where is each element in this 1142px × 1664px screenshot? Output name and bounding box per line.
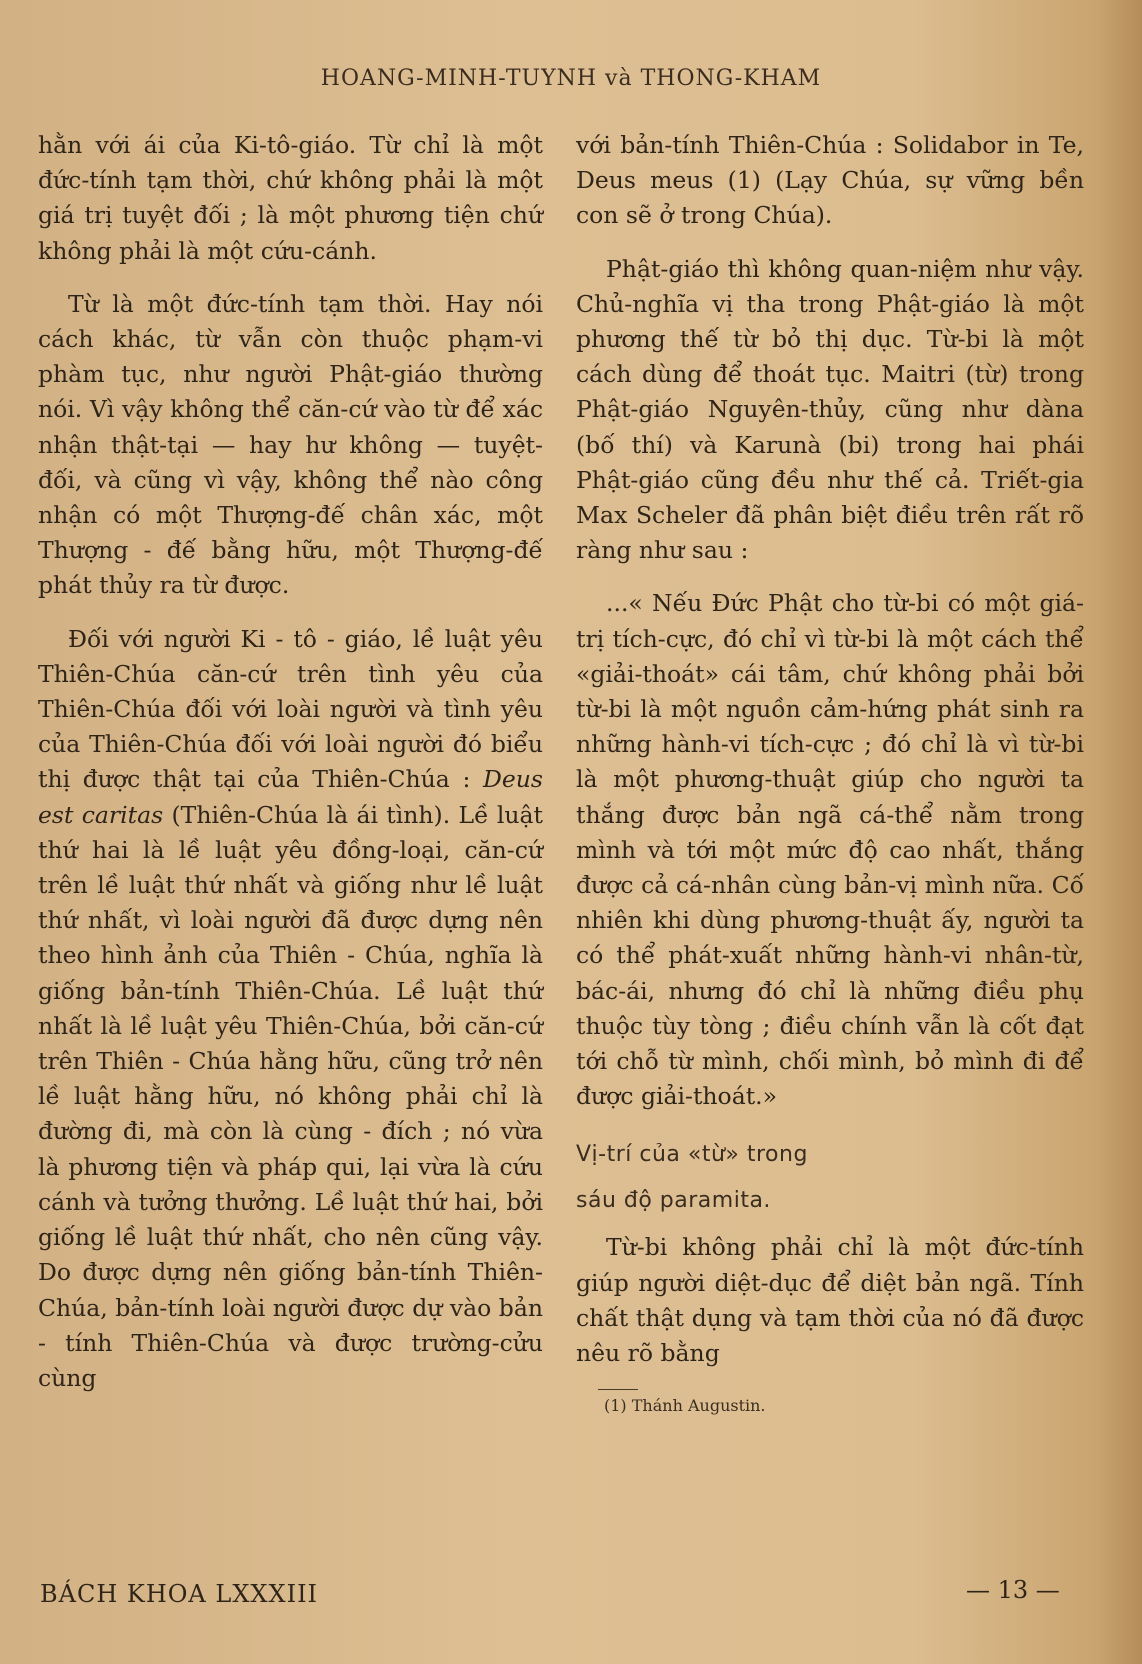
footnote: (1) Thánh Augustin.: [604, 1396, 766, 1416]
publication-name: BÁCH KHOA LXXXIII: [40, 1580, 319, 1608]
paragraph: hằn với ái của Ki-tô-giáo. Từ chỉ là một đức-tính tạm thời, chứ không phải là một giá trị tuyệt đối ; là một phương tiện chứ không phải là một cứu-cánh.: [38, 131, 543, 265]
section-heading-line: sáu độ paramita.: [576, 1188, 771, 1214]
latin-quote: Deus est caritas: [38, 765, 543, 829]
page-number: — 13 —: [966, 1576, 1060, 1604]
paragraph: với bản-tính Thiên-Chúa : Solidabor in Te, Deus meus (1) (Lạy Chúa, sự vững bền con sẽ ở trong Chúa).: [576, 131, 1084, 230]
section-heading: [576, 1132, 1084, 1224]
section-heading-line: Vị-trí của «từ» trong: [576, 1142, 808, 1168]
paragraph: [38, 622, 543, 1396]
right-column: [576, 128, 1084, 1418]
paragraph: Phật-giáo thì không quan-niệm như vậy. Chủ-nghĩa vị tha trong Phật-giáo là một phương thế từ bỏ thị dục. Từ-bi là một cách dùng để thoát tục. Maitri (từ) trong Phật-giáo Nguyên-thủy, cũng như dàna (bố thí) và Karunà (bi) trong hai phái Phật-giáo cũng đều như thế cả. Triết-gia Max Scheler đã phân biệt điều trên rất rõ ràng như sau :: [576, 254, 1084, 565]
text-run: Đối với người Ki - tô - giáo, lề luật yêu Thiên-Chúa căn-cứ trên tình yêu của Thiên-Chúa đối với loài người và tình yêu của Thiên-Chúa đối với loài người đó biểu thị được thật tại của Thiên-Chúa :: [38, 624, 543, 794]
paragraph: Từ là một đức-tính tạm thời. Hay nói cách khác, từ vẫn còn thuộc phạm-vi phàm tục, như người Phật-giáo thường nói. Vì vậy không thể căn-cứ vào từ để xác nhận thật-tại — hay hư không — tuyệt-đối, và cũng vì vậy, không thể nào công nhận có một Thượng-đế chân xác, một Thượng - đế bằng hữu, một Thượng-đế phát thủy ra từ được.: [38, 289, 543, 600]
footnote-rule: [598, 1389, 638, 1390]
running-header: HOANG-MINH-TUYNH và THONG-KHAM: [320, 66, 822, 91]
text-run: (Thiên-Chúa là ái tình). Lề luật thứ hai là lề luật yêu đồng-loại, căn-cứ trên lề luật thứ nhất và giống như lề luật thứ nhất, vì loài người đã được dựng nên theo hình ảnh của Thiên - Chúa, nghĩa là giống bản-tính Thiên-Chúa. Lề luật thứ nhất là lề luật yêu Thiên-Chúa, bởi căn-cứ trên Thiên - Chúa hằng hữu, cũng trở nên lề luật hằng hữu, nó không phải chỉ là đường đi, mà còn là cùng - đích ; nó vừa là phương tiện và pháp qui, lại vừa là cứu cánh và tưởng thưởng. Lề luật thứ hai, bởi giống lề luật thứ nhất, cho nên cũng vậy. Do được dựng nên giống bản-tính Thiên-Chúa, bản-tính loài người được dự vào bản - tính Thiên-Chúa và được trường-cửu cùng: [38, 800, 543, 1392]
paragraph: Từ-bi không phải chỉ là một đức-tính giúp người diệt-dục để diệt bản ngã. Tính chất thật dụng và tạm thời của nó đã được nêu rõ bằng: [576, 1233, 1084, 1368]
left-column: [38, 128, 543, 1414]
block-quote: ...« Nếu Đức Phật cho từ-bi có một giá-trị tích-cực, đó chỉ vì từ-bi là một cách thể «giải-thoát» cái tâm, chứ không phải bởi từ-bi là một nguồn cảm-hứng phát sinh ra những hành-vi tích-cực ; đó chỉ là vì từ-bi là một phương-thuật giúp cho người ta thắng được bản ngã cá-thể nằm trong mình và tới một mức độ cao nhất, thắng được cả cá-nhân cùng bản-vị mình nữa. Cố nhiên khi dùng phương-thuật ấy, người ta có thể phát-xuất những hành-vi nhân-từ, bác-ái, nhưng đó chỉ là những điều phụ thuộc tùy tòng ; điều chính vẫn là cốt đạt tới chỗ từ mình, chối mình, bỏ mình đi để được giải-thoát.»: [576, 589, 1084, 1111]
